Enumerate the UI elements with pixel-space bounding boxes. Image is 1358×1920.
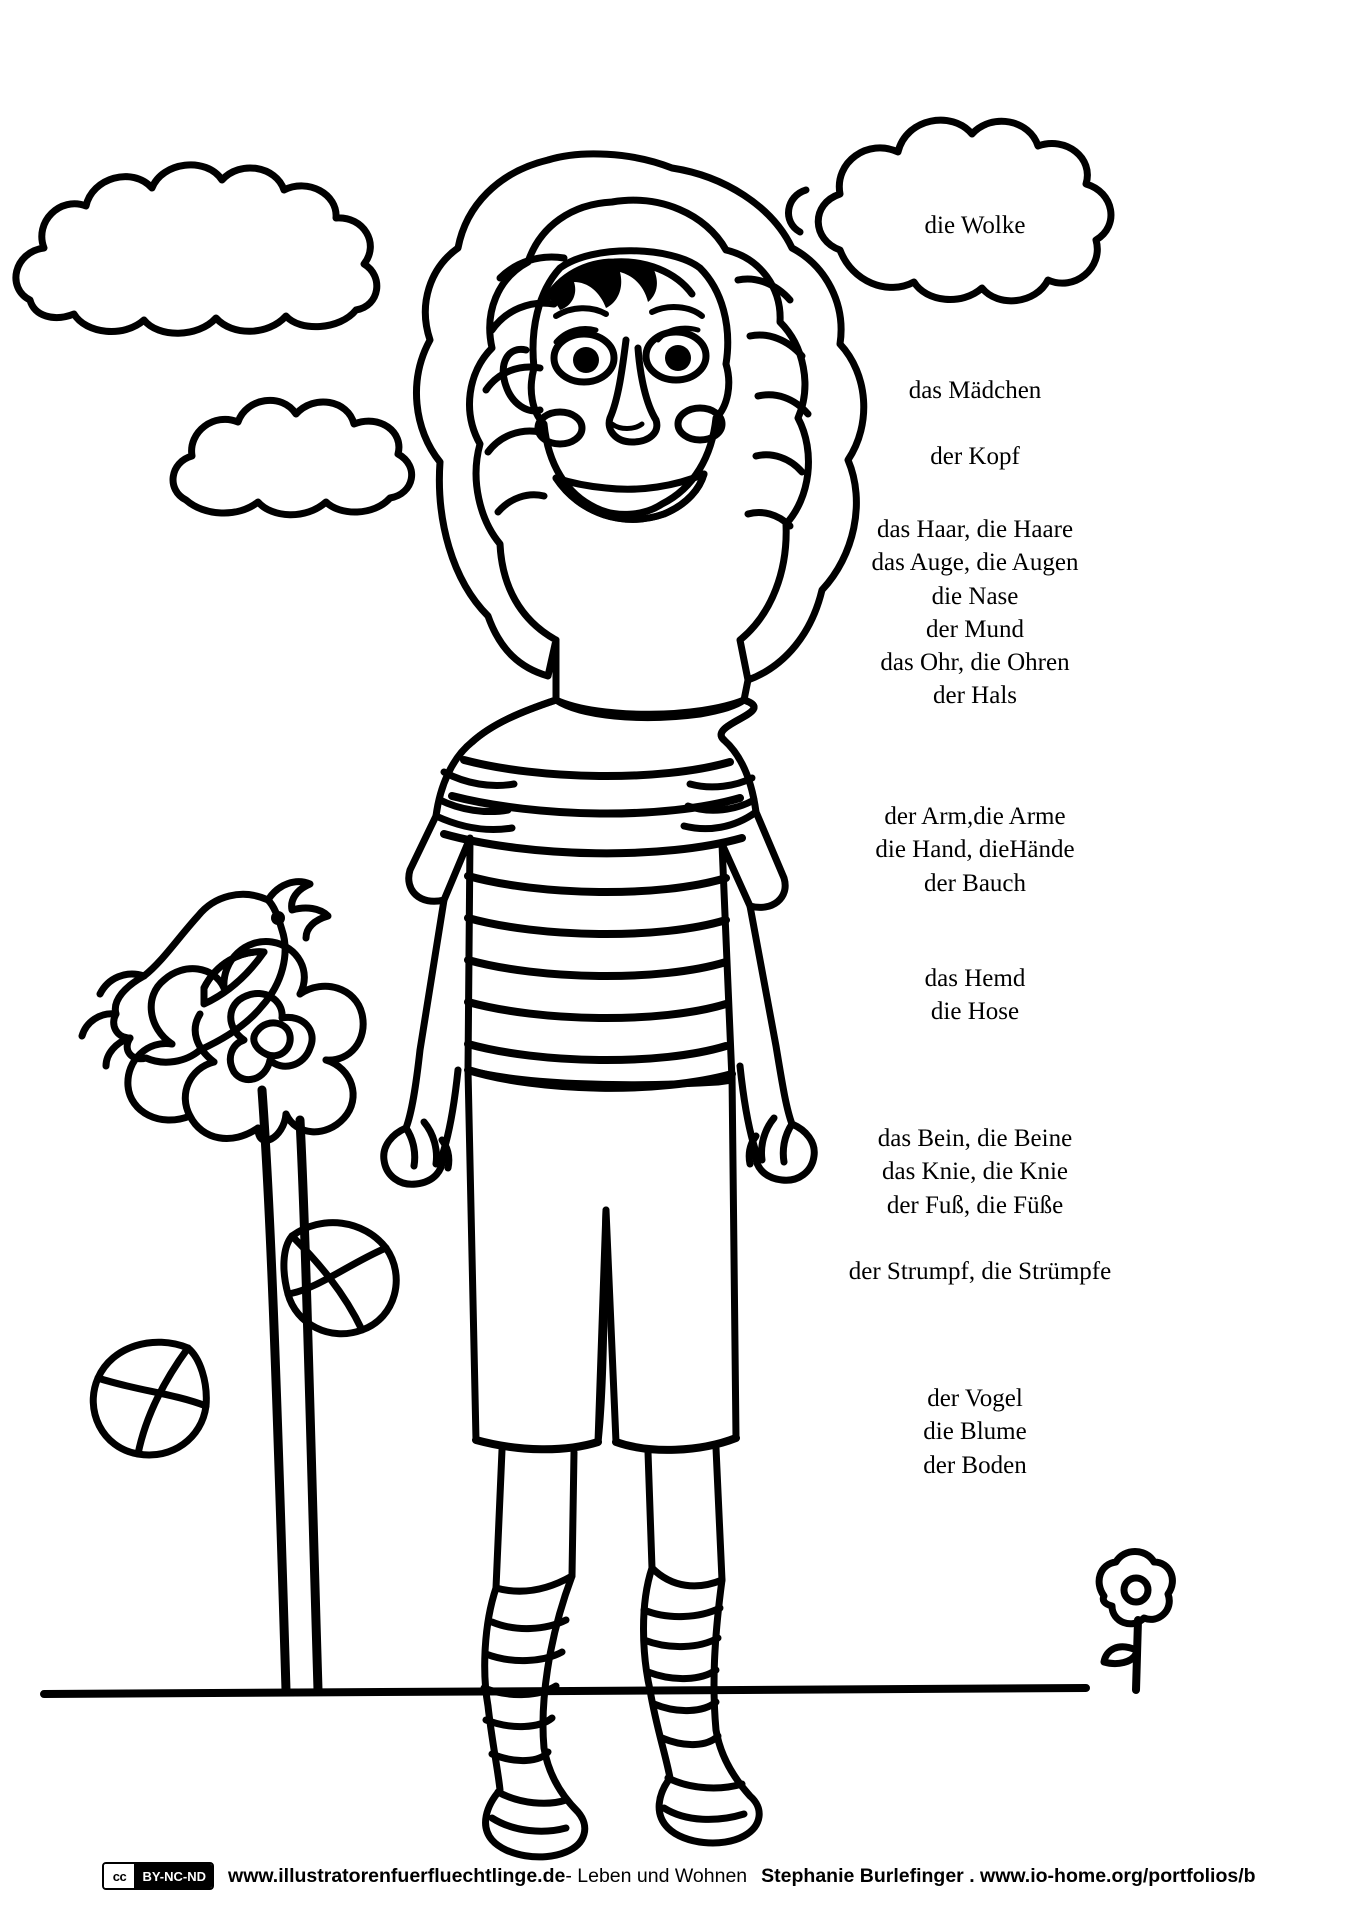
label-das-knie: das Knie, die Knie: [881, 1158, 1069, 1186]
footer-author[interactable]: Stephanie Burlefinger . www.io-home.org/portfolios/b: [761, 1864, 1256, 1887]
label-der-arm: der Arm,die Arme: [884, 803, 1066, 830]
label-die-blume: die Blume: [923, 1418, 1027, 1446]
label-das-auge: das Auge, die Augen: [871, 549, 1079, 577]
label-der-strumpf: der Strumpf, die Strümpfe: [848, 1258, 1112, 1285]
label-der-hals: der Hals: [933, 682, 1017, 710]
label-die-hose: die Hose: [930, 998, 1020, 1026]
footer-website-link[interactable]: www.illustratorenfuerfluechtlinge.de: [228, 1864, 566, 1887]
label-der-boden: der Boden: [923, 1451, 1027, 1479]
label-die-wolke: die Wolke: [924, 212, 1026, 239]
footer-credit: [0, 1856, 1358, 1896]
label-die-hand: die Hand, dieHände: [875, 836, 1075, 864]
label-das-ohr: das Ohr, die Ohren: [880, 649, 1070, 676]
label-die-nase: die Nase: [931, 582, 1019, 610]
label-das-bein: das Bein, die Beine: [877, 1125, 1073, 1152]
label-der-fuss: der Fuß, die Füße: [886, 1191, 1064, 1219]
label-der-mund: der Mund: [926, 615, 1024, 643]
label-das-hemd: das Hemd: [924, 965, 1026, 992]
label-der-bauch: der Bauch: [923, 869, 1027, 897]
label-der-vogel: der Vogel: [927, 1385, 1023, 1412]
label-das-maedchen: das Mädchen: [908, 377, 1042, 404]
footer-topic: - Leben und Wohnen: [565, 1864, 748, 1887]
creative-commons-badge: [102, 1862, 214, 1890]
label-das-haar: das Haar, die Haare: [876, 516, 1074, 543]
cc-license-terms: BY-NC-ND: [136, 1864, 212, 1888]
cc-logo-icon: cc: [104, 1864, 136, 1888]
label-der-kopf: der Kopf: [930, 443, 1020, 470]
